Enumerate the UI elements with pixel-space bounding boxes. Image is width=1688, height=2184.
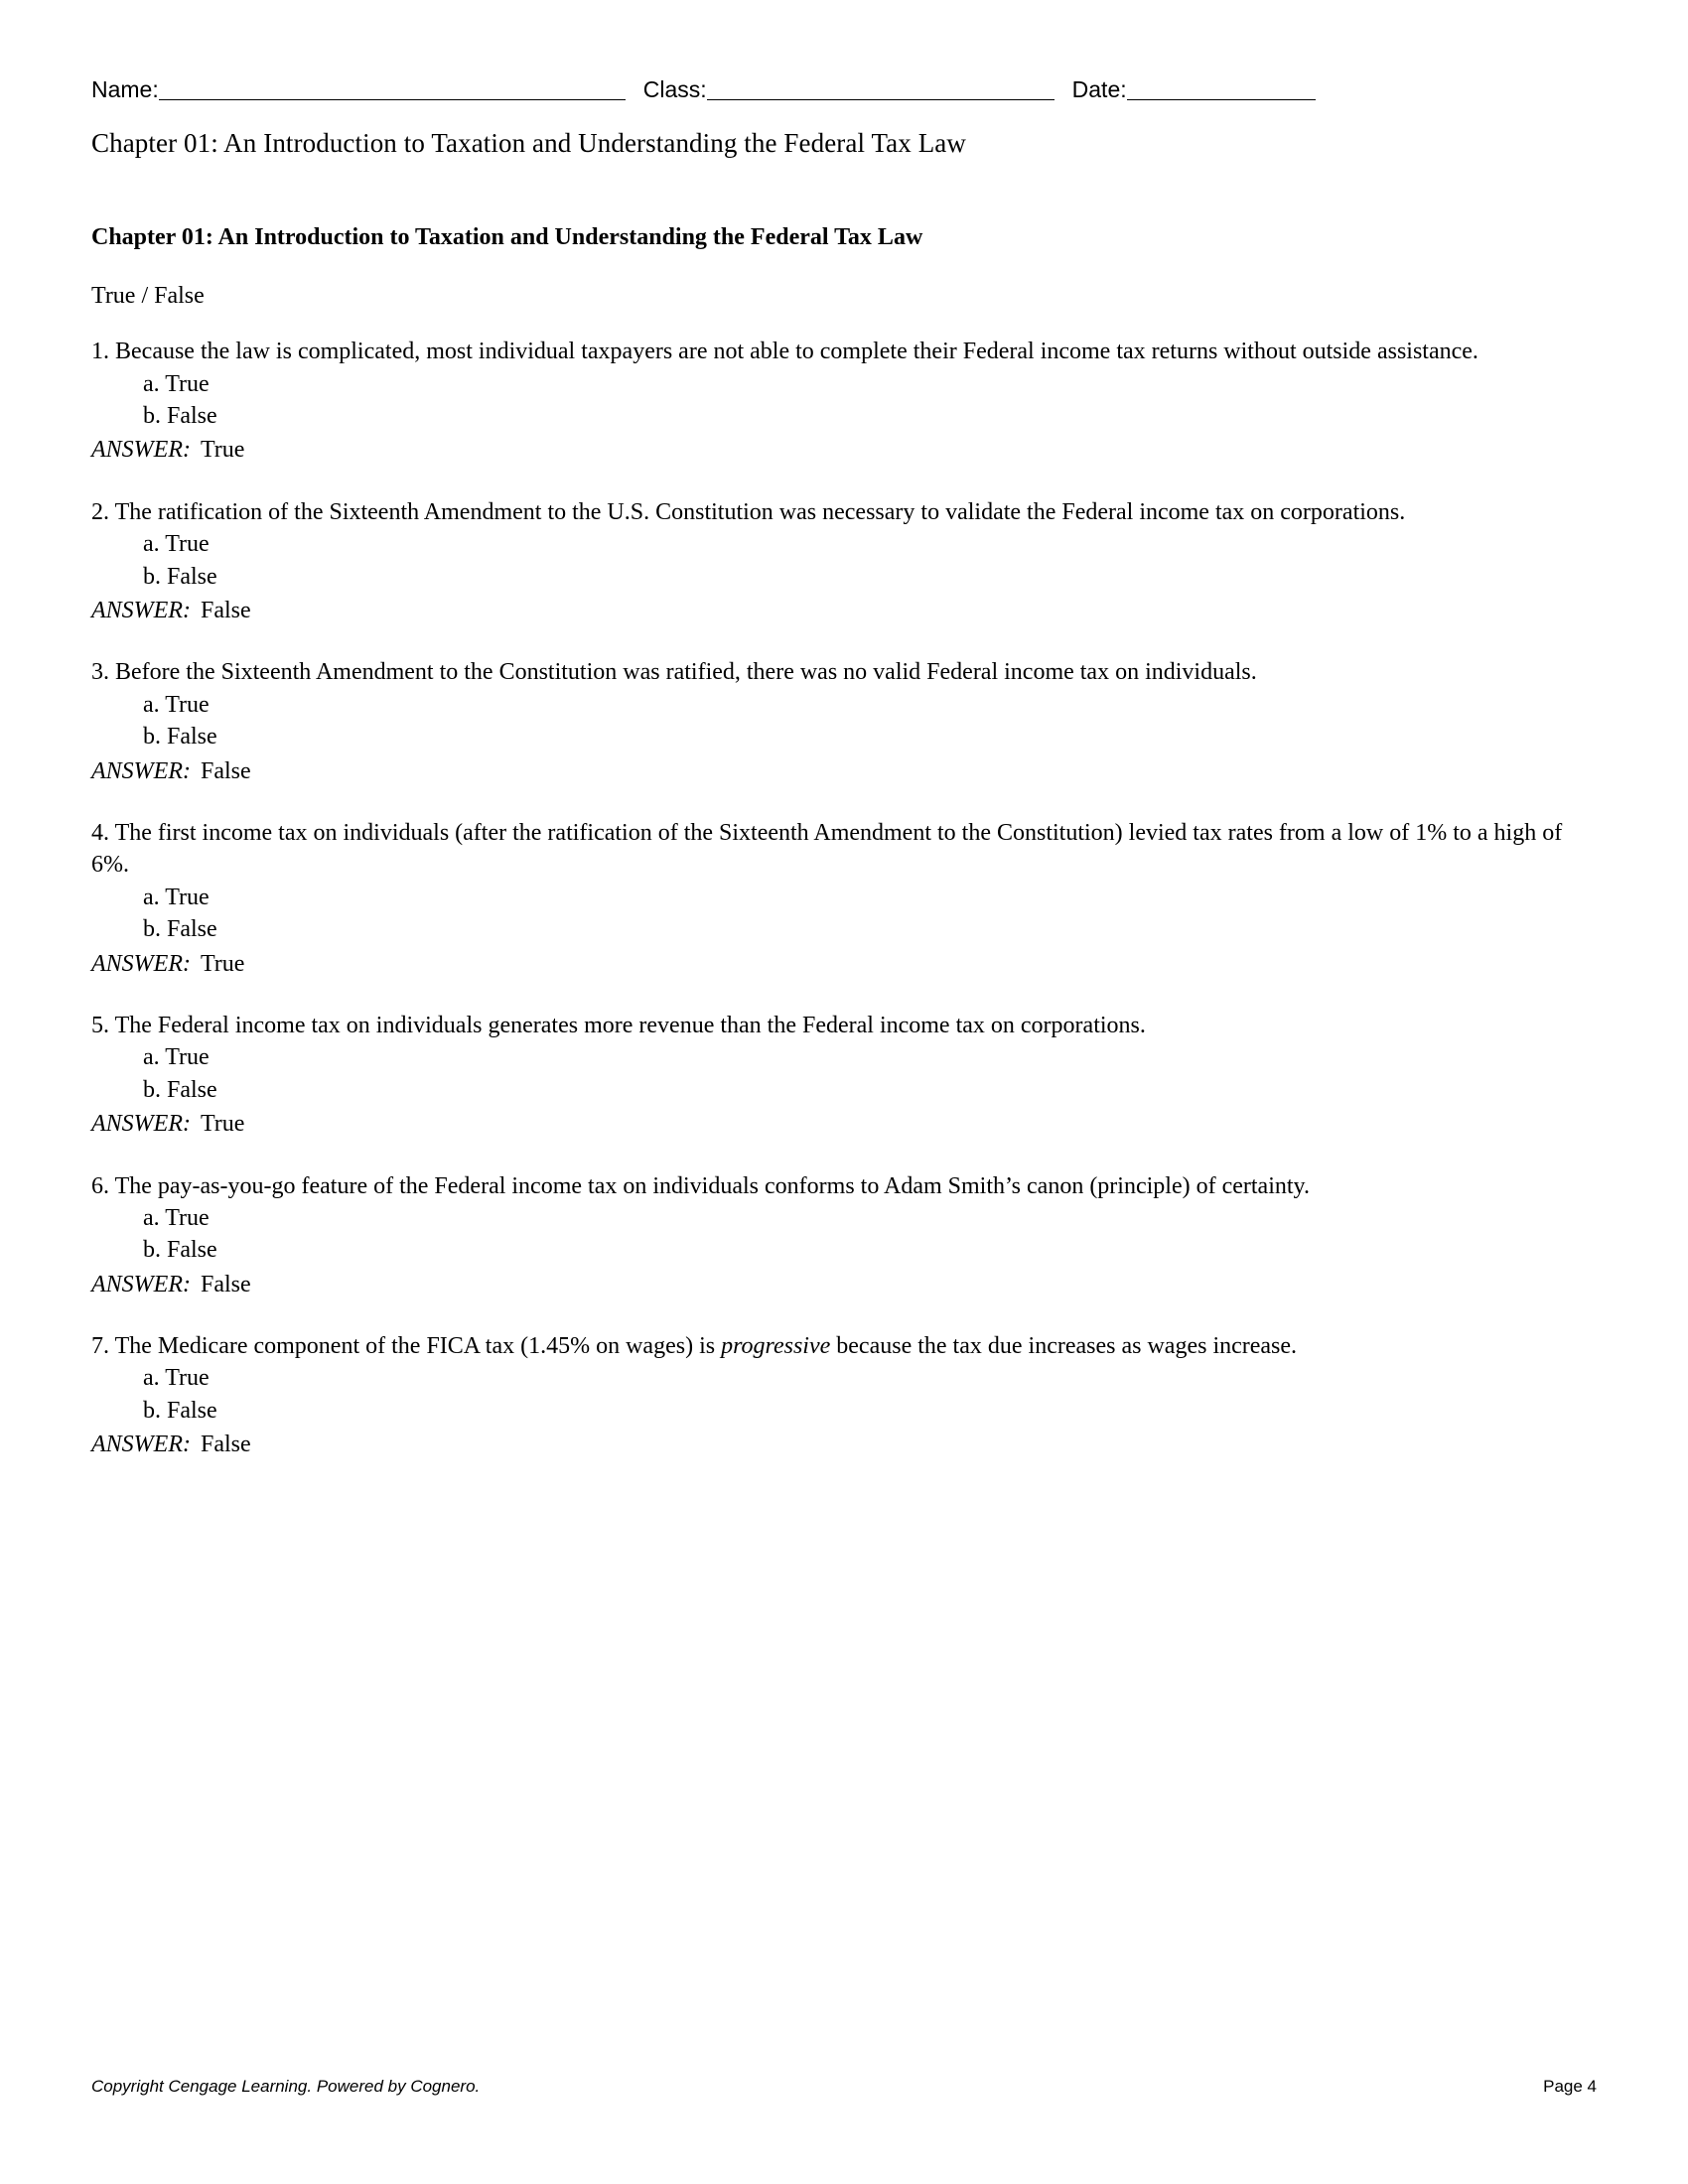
answer-label: ANSWER: [91, 1271, 191, 1297]
choice-a[interactable]: a. True [143, 370, 210, 397]
choice-b[interactable]: b. False [143, 563, 217, 590]
question-text-part1: 7. The Medicare component of the FICA tax (1.45% on wages) is [91, 1333, 722, 1360]
question-item [91, 1010, 1597, 1141]
question-text: 2. The ratification of the Sixteenth Amendment to the U.S. Constitution was necessary to validate the Federal income tax on corporations. [91, 498, 1406, 525]
question-text-emphasis: progressive [721, 1333, 831, 1360]
answer-row [91, 755, 1597, 787]
answer-label: ANSWER: [91, 757, 191, 784]
answer-value: False [200, 598, 251, 624]
answer-label: ANSWER: [91, 437, 191, 464]
choice-b[interactable]: b. False [143, 1076, 217, 1103]
date-input-rule[interactable] [1127, 79, 1316, 100]
answer-row [91, 1108, 1597, 1140]
answer-row [91, 1429, 1597, 1460]
answer-value: True [200, 437, 245, 464]
class-input-rule[interactable] [707, 79, 1055, 100]
question-text [91, 1330, 1597, 1362]
page-number: Page 4 [1543, 2077, 1597, 2096]
question-item [91, 496, 1597, 627]
answer-label: ANSWER: [91, 1111, 191, 1138]
answer-label: ANSWER: [91, 950, 191, 977]
page-title: Chapter 01: An Introduction to Taxation and Understanding the Federal Tax Law [91, 128, 966, 159]
answer-label: ANSWER: [91, 1432, 191, 1458]
choice-b[interactable]: b. False [143, 403, 217, 430]
question-text: 6. The pay-as-you-go feature of the Federal income tax on individuals conforms to Adam Smith’s canon (principle) of certainty. [91, 1172, 1310, 1199]
choice-a[interactable]: a. True [143, 884, 210, 910]
question-text: 1. Because the law is complicated, most individual taxpayers are not able to complete their Federal income tax returns without outside assistance. [91, 339, 1478, 365]
class-label: Class: [642, 76, 707, 102]
choice-a[interactable]: a. True [143, 1044, 210, 1071]
name-input-rule[interactable] [159, 79, 626, 100]
question-list [91, 336, 1597, 1460]
name-label: Name: [91, 76, 159, 102]
choice-a[interactable]: a. True [143, 1204, 210, 1231]
choice-b[interactable]: b. False [143, 724, 217, 751]
answer-value: False [200, 1432, 251, 1458]
question-item [91, 817, 1597, 980]
question-text-part2: because the tax due increases as wages increase. [830, 1333, 1298, 1360]
question-item [91, 1330, 1597, 1461]
answer-value: True [200, 950, 245, 977]
choice-b[interactable]: b. False [143, 916, 217, 943]
student-info-header [91, 69, 1597, 102]
answer-row [91, 948, 1597, 980]
section-heading: Chapter 01: An Introduction to Taxation and Understanding the Federal Tax Law [91, 224, 923, 251]
question-item [91, 1170, 1597, 1301]
choice-a[interactable]: a. True [143, 531, 210, 558]
date-label: Date: [1071, 76, 1127, 102]
answer-row [91, 595, 1597, 626]
copyright-text: Copyright Cengage Learning. Powered by Cognero. [91, 2077, 481, 2096]
choice-a[interactable]: a. True [143, 1365, 210, 1392]
answer-row [91, 434, 1597, 466]
answer-value: False [200, 1271, 251, 1297]
answer-label: ANSWER: [91, 598, 191, 624]
question-text: 4. The first income tax on individuals (after the ratification of the Sixteenth Amendment to the Constitution) levied tax rates from a low of 1% to a high of 6%. [91, 819, 1563, 879]
section-subheading: True / False [91, 283, 205, 310]
question-item [91, 656, 1597, 787]
choice-b[interactable]: b. False [143, 1397, 217, 1424]
page-footer [91, 2077, 1597, 2097]
question-text: 5. The Federal income tax on individuals generates more revenue than the Federal income tax on corporations. [91, 1012, 1146, 1038]
question-item [91, 336, 1597, 467]
question-text: 3. Before the Sixteenth Amendment to the Constitution was ratified, there was no valid Federal income tax on individuals. [91, 659, 1257, 686]
answer-value: False [200, 757, 251, 784]
answer-value: True [200, 1111, 245, 1138]
choice-a[interactable]: a. True [143, 691, 210, 718]
choice-b[interactable]: b. False [143, 1237, 217, 1264]
answer-row [91, 1269, 1597, 1300]
